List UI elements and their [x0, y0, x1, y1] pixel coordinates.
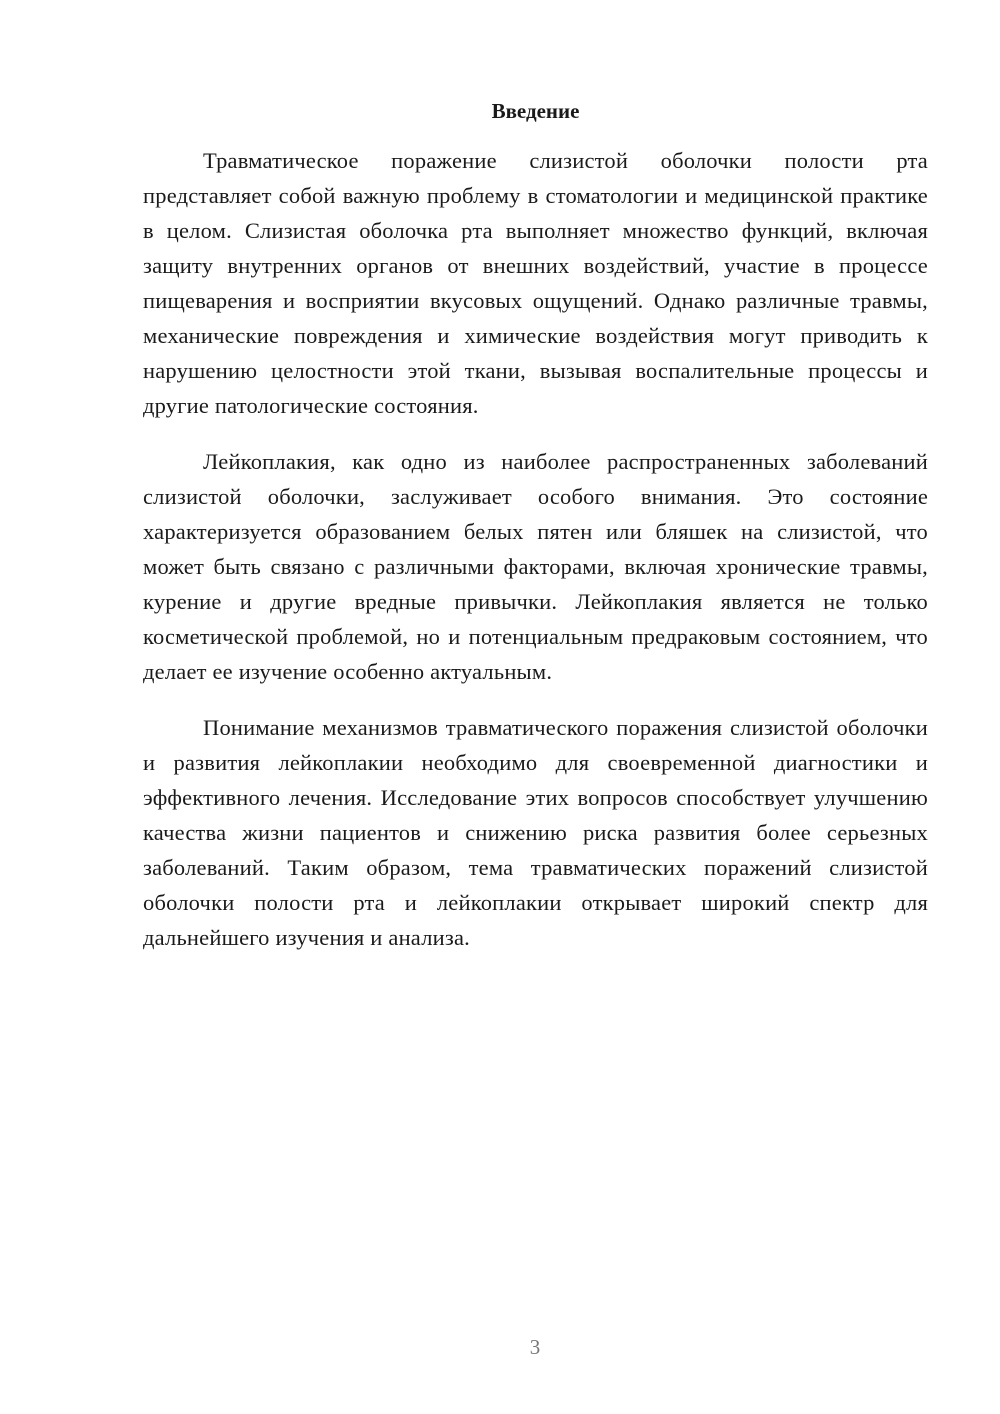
page-title: Введение: [491, 99, 580, 123]
paragraph-1: Травматическое поражение слизистой оболочки полости рта представляет собой важную проблему в стоматологии и медицинской практике в целом. Слизистая оболочка рта выполняет множество функций, включая защиту внутренних органов от внешних воздействий, участие в процессе пищеварения и восприятии вкусовых ощущений. Однако различные травмы, механические повреждения и химические воздействия могут приводить к нарушению целостности этой ткани, вызывая воспалительные процессы и другие патологические состояния.: [143, 148, 928, 418]
paragraph-2: Лейкоплакия, как одно из наиболее распространенных заболеваний слизистой оболочки, заслуживает особого внимания. Это состояние характеризуется образованием белых пятен или бляшек на слизистой, что может быть связано с различными факторами, включая хронические травмы, курение и другие вредные привычки. Лейкоплакия является не только косметической проблемой, но и потенциальным предраковым состоянием, что делает ее изучение особенно актуальным.: [143, 449, 928, 684]
document-body: [143, 143, 928, 976]
page-number: 3: [529, 1335, 541, 1359]
paragraph-3: Понимание механизмов травматического поражения слизистой оболочки и развития лейкоплакии необходимо для своевременной диагностики и эффективного лечения. Исследование этих вопросов способствует улучшению качества жизни пациентов и снижению риска развития более серьезных заболеваний. Таким образом, тема травматических поражений слизистой оболочки полости рта и лейкоплакии открывает широкий спектр для дальнейшего изучения и анализа.: [143, 715, 928, 950]
